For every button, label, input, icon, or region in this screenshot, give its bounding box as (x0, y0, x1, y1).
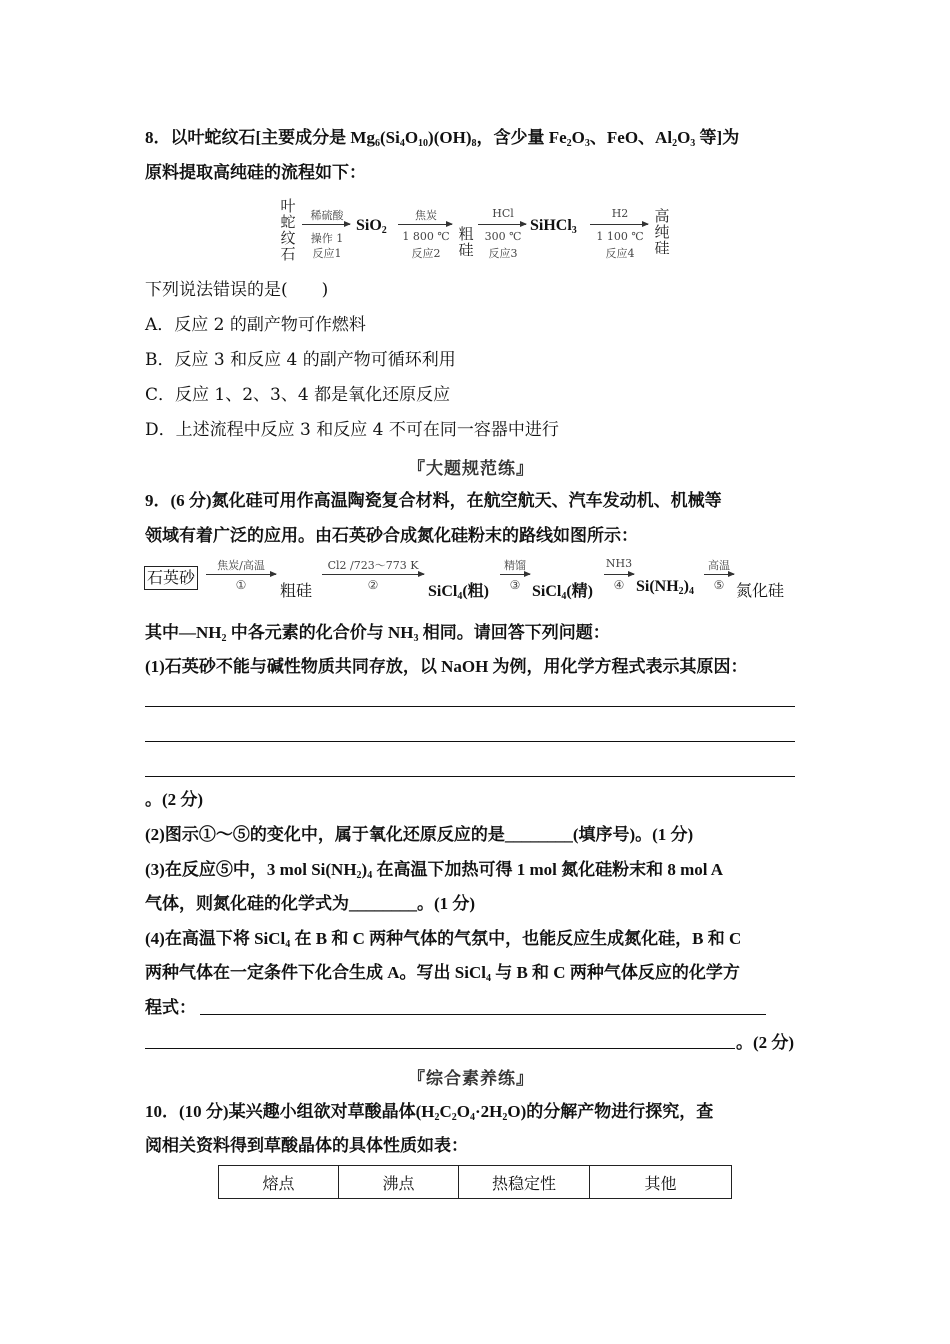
q9-part4-line1: (4)在高温下将 SiCl$_4$ 在 B 和 C 两种气体的气氛中，也能反应生成氮化硅，B 和 C (145, 929, 742, 950)
section-title-comprehensive: 『综合素养练』 (408, 1069, 534, 1089)
step1-op: 操作 1 (310, 232, 344, 245)
q10-intro-line1: 10．(10 分)某兴趣小组欲对草酸晶体$(H_2C_2O_4\cdot 2H_2O)$的分解产物进行探究，查 (145, 1102, 714, 1123)
q9-arrow-step3 (500, 574, 530, 575)
q9-step1-reagent: 焦炭/高温 (217, 559, 265, 572)
arrow-step1 (302, 224, 350, 225)
flow-node-sihcl3: SiHCl$_3$ (530, 217, 577, 236)
step4-temp: 1 100 ℃ (596, 230, 644, 243)
q9-part1-score: 。(2 分) (145, 790, 204, 809)
answer-line-5[interactable] (145, 1048, 735, 1049)
step2-reagent: 焦炭 (415, 209, 437, 222)
th-boiling-point: 沸点 (339, 1166, 459, 1199)
q9-intro-line1: 9．(6 分)氮化硅可用作高温陶瓷复合材料，在航空航天、汽车发动机、机械等 (145, 491, 722, 510)
th-other: 其他 (590, 1166, 732, 1199)
q8-option-a: A．反应 2 的副产物可作燃料 (145, 315, 366, 335)
q9-node-crude-si: 粗硅 (280, 583, 313, 600)
q9-node-sicl4-pure: SiCl$_4$(精) (532, 583, 594, 602)
oxalic-acid-properties-table (218, 1165, 732, 1199)
step1-reagent: 稀硫酸 (310, 209, 344, 222)
q9-step4-reagent: NH3 (605, 557, 633, 570)
q8-option-d: D．上述流程中反应 3 和反应 4 不可在同一容器中进行 (145, 420, 559, 440)
arrow-step4 (590, 224, 648, 225)
q9-step5-num: ⑤ (713, 578, 725, 592)
q9-part4-score: 。(2 分) (736, 1033, 795, 1052)
table-header-row (219, 1166, 732, 1199)
q9-step3-num: ③ (509, 578, 521, 592)
flow-node-crude-si: 粗硅 (458, 225, 474, 259)
q9-arrow-step5 (704, 574, 734, 575)
q8-intro-line1: 8．以叶蛇纹石[主要成分是 $Mg_6(Si_4O_{10})(OH)_8$，含少量 $Fe_2O_3$、FeO、$Al_2O_3$ 等]为 (145, 128, 740, 149)
q9-node-silicon-nitride: 氮化硅 (736, 583, 785, 600)
th-melting-point: 熔点 (219, 1166, 339, 1199)
q9-step5-reagent: 高温 (708, 559, 730, 572)
q9-part2: (2)图示①～⑤的变化中，属于氧化还原反应的是________(填序号)。(1 分) (145, 825, 694, 844)
q9-intro-line2: 领域有着广泛的应用。由石英砂合成氮化硅粉末的路线如图所示： (145, 526, 638, 545)
section-title-major: 『大题规范练』 (408, 459, 534, 479)
q9-arrow-step2 (322, 574, 424, 575)
q9-part3-line2: 气体，则氮化硅的化学式为________。(1 分) (145, 894, 476, 913)
step1-reaction: 反应1 (312, 247, 342, 260)
th-thermal-stability: 热稳定性 (459, 1166, 590, 1199)
flow-start-quartz: 石英砂 (144, 566, 198, 590)
q9-arrow-step1 (206, 574, 276, 575)
q9-arrow-step4 (604, 574, 634, 575)
answer-line-4[interactable] (200, 1014, 766, 1015)
step2-temp: 1 800 ℃ (402, 230, 450, 243)
step3-reagent: HCl (492, 207, 514, 220)
q9-part3-line1: (3)在反应⑤中，3 mol $Si(NH_2)_4$ 在高温下加热可得 1 mol 氮化硅粉末和 8 mol A (145, 860, 724, 881)
q9-step1-num: ① (235, 578, 247, 592)
q8-option-b: B．反应 3 和反应 4 的副产物可循环利用 (145, 350, 456, 370)
flow-node-pure-si: 高纯硅 (654, 207, 670, 257)
q9-part4-line2: 两种气体在一定条件下化合生成 A。写出 SiCl$_4$ 与 B 和 C 两种气体反应的化学方 (145, 963, 740, 984)
flow-node-sio2: SiO$_2$ (356, 217, 387, 236)
q8-question: 下列说法错误的是( ) (145, 280, 329, 300)
q10-intro-line2: 阅相关资料得到草酸晶体的具体性质如表： (145, 1136, 468, 1155)
step2-reaction: 反应2 (411, 247, 441, 260)
arrow-step2 (398, 224, 452, 225)
answer-line-2[interactable] (145, 741, 795, 742)
step4-reaction: 反应4 (605, 247, 635, 260)
q9-node-si-nh2-4: $Si(NH_2)_4$ (636, 578, 694, 597)
q9-note: 其中$—NH_2$ 中各元素的化合价与 $NH_3$ 相同。请回答下列问题： (145, 623, 610, 644)
q9-part4-line3: 程式： (145, 998, 196, 1017)
q9-node-sicl4-crude: SiCl$_4$(粗) (428, 583, 490, 602)
q9-step2-num: ② (367, 578, 379, 592)
q8-option-c: C．反应 1、2、3、4 都是氧化还原反应 (145, 385, 451, 405)
step3-temp: 300 ℃ (484, 230, 522, 243)
q9-part1: (1)石英砂不能与碱性物质共同存放，以 NaOH 为例，用化学方程式表示其原因： (145, 657, 748, 676)
answer-line-1[interactable] (145, 706, 795, 707)
q8-intro-line2: 原料提取高纯硅的流程如下： (145, 163, 366, 182)
step4-reagent: H2 (611, 207, 629, 220)
flow-start-serpentine: 叶蛇纹石 (280, 197, 296, 263)
q9-step2-reagent: Cl2 /723～773 K (327, 559, 419, 572)
q9-step3-reagent: 精馏 (504, 559, 526, 572)
step3-reaction: 反应3 (488, 247, 518, 260)
q9-step4-num: ④ (613, 578, 625, 592)
arrow-step3 (478, 224, 526, 225)
answer-line-3[interactable] (145, 776, 795, 777)
